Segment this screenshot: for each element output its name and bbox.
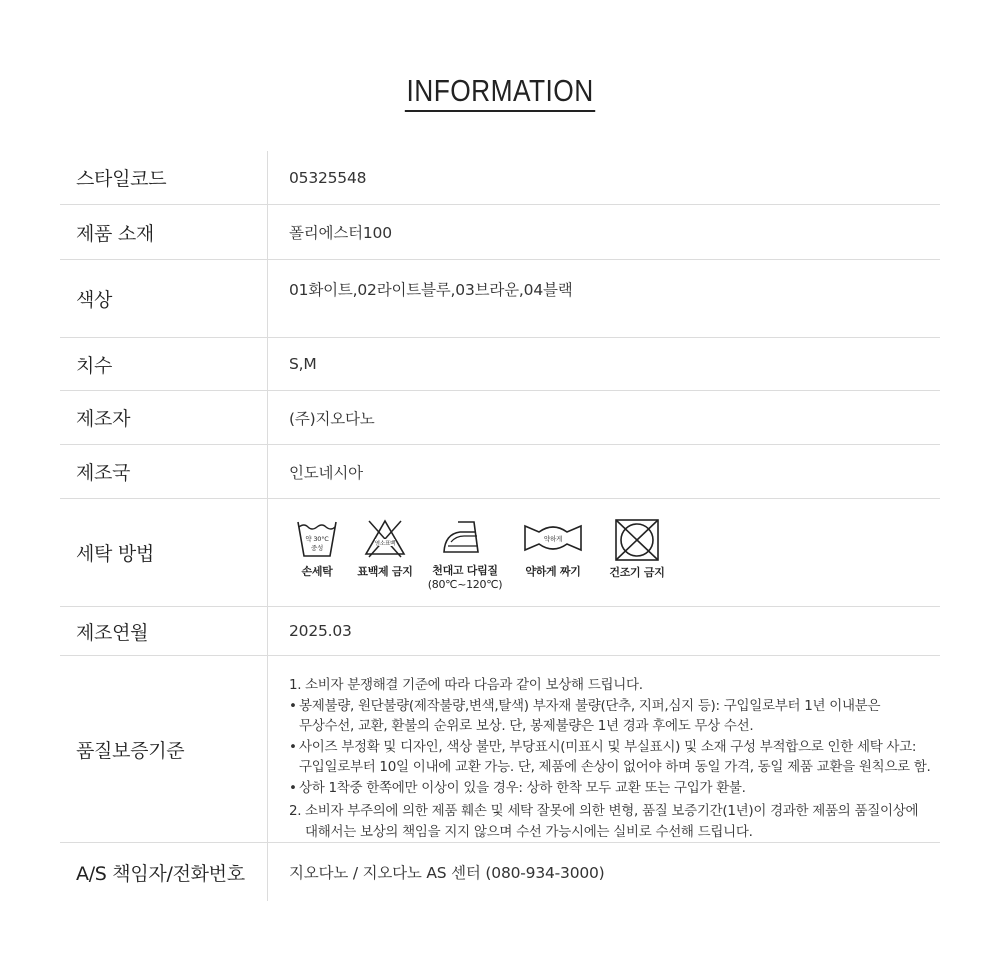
row-material <box>60 205 940 260</box>
color-value: 01화이트,02라이트블루,03브라운,04블랙 <box>289 281 573 299</box>
iron-item <box>427 518 503 592</box>
material-label: 제품 소재 <box>60 205 268 259</box>
row-date <box>60 607 940 656</box>
page-title-wrap <box>0 73 1000 112</box>
quality-bullet-1-line2: 무상수선, 교환, 환불의 순위로 보상. 단, 봉제불량은 1년 경과 후에도 무상 수선. <box>299 718 754 734</box>
quality-item-2-line1: 소비자 부주의에 의한 제품 훼손 및 세탁 잘못에 의한 변형, 품질 보증기간(1년)이 경과한 제품의 품질이상에 <box>305 803 919 819</box>
page-title: INFORMATION <box>405 73 596 112</box>
no-bleach-icon <box>363 518 407 558</box>
no-bleach-item <box>355 518 415 579</box>
quality-item-1-num: 1. <box>289 677 302 693</box>
quality-bullet-2-line2: 구입일로부터 10일 이내에 교환 가능. 단, 제품에 손상이 없어야 하며 동일 가격, 동일 제품 교환을 원칙으로 함. <box>299 759 931 775</box>
as-label: A/S 책임자/전화번호 <box>60 843 268 901</box>
size-value: S,M <box>289 355 317 373</box>
row-style-code <box>60 151 940 205</box>
washing-icons <box>268 499 940 606</box>
row-as <box>60 843 940 901</box>
quality-item-1 <box>289 675 940 696</box>
date-label: 제조연월 <box>60 607 268 655</box>
style-code-value: 05325548 <box>289 168 367 187</box>
quality-item-1-text: 소비자 분쟁해결 기준에 따라 다음과 같이 보상해 드립니다. <box>305 677 643 693</box>
row-washing <box>60 499 940 607</box>
quality-label: 품질보증기준 <box>60 656 268 842</box>
hand-wash-icon <box>296 518 338 558</box>
as-value: 지오다노 / 지오다노 AS 센터 (080-934-3000) <box>289 864 605 882</box>
bullet-dot: • <box>289 697 297 714</box>
hand-wash-caption: 손세탁 <box>301 565 333 578</box>
iron-icon <box>440 518 490 554</box>
color-label: 색상 <box>60 260 268 337</box>
hand-wash-mark-line1: 약 30°C <box>305 535 329 543</box>
no-tumble-dry-item <box>605 518 669 580</box>
quality-bullet-2 <box>289 737 940 778</box>
no-bleach-mark: 염소표백 <box>374 541 396 547</box>
hand-wash-item <box>295 518 339 579</box>
row-manufacturer <box>60 391 940 445</box>
iron-caption: 천대고 다림질 <box>432 564 498 577</box>
bullet-dot: • <box>289 738 297 755</box>
date-value: 2025.03 <box>289 622 352 640</box>
hand-wash-mark-line2: 중성 <box>310 544 324 552</box>
bullet-dot: • <box>289 779 297 796</box>
washing-label: 세탁 방법 <box>60 499 268 606</box>
quality-item-2 <box>289 801 940 842</box>
gentle-wring-icon <box>523 518 583 558</box>
gentle-wring-mark: 약하게 <box>543 535 563 543</box>
quality-bullet-2-line1: 사이즈 부정확 및 디자인, 색상 불만, 부당표시(미표시 및 부실표시) 및 소재 구성 부적합으로 인한 세탁 사고: <box>299 738 917 755</box>
quality-item-2-num: 2. <box>289 803 302 819</box>
manufacturer-value: (주)지오다노 <box>289 409 375 428</box>
gentle-wring-item <box>521 518 585 579</box>
size-label: 치수 <box>60 338 268 390</box>
info-table <box>60 151 940 901</box>
iron-caption-temp: (80℃~120℃) <box>427 578 503 591</box>
style-code-label: 스타일코드 <box>60 151 268 204</box>
no-tumble-dry-caption: 건조기 금지 <box>609 566 665 579</box>
quality-item-2-line2: 대해서는 보상의 책임을 지지 않으며 수선 가능시에는 실비로 수선해 드립니다. <box>305 823 753 840</box>
quality-bullet-1-line1: 봉제불량, 원단불량(제작불량,변색,탈색) 부자재 불량(단추, 지퍼,심지 등): 구입일로부터 1년 이내분은 <box>299 697 881 714</box>
row-color <box>60 260 940 338</box>
gentle-wring-caption: 약하게 짜기 <box>525 565 581 578</box>
country-label: 제조국 <box>60 445 268 498</box>
quality-bullet-3 <box>289 778 940 799</box>
row-country <box>60 445 940 499</box>
no-tumble-dry-icon <box>614 518 660 562</box>
quality-text <box>268 656 940 842</box>
quality-bullet-1 <box>289 696 940 737</box>
no-bleach-caption: 표백제 금지 <box>357 565 413 578</box>
row-quality <box>60 656 940 843</box>
manufacturer-label: 제조자 <box>60 391 268 444</box>
material-value: 폴리에스터100 <box>289 224 392 242</box>
country-value: 인도네시아 <box>289 463 363 482</box>
row-size <box>60 338 940 391</box>
quality-bullet-3-line1: 상하 1착중 한쪽에만 이상이 있을 경우: 상하 한착 모두 교환 또는 구입가 환불. <box>299 779 746 796</box>
